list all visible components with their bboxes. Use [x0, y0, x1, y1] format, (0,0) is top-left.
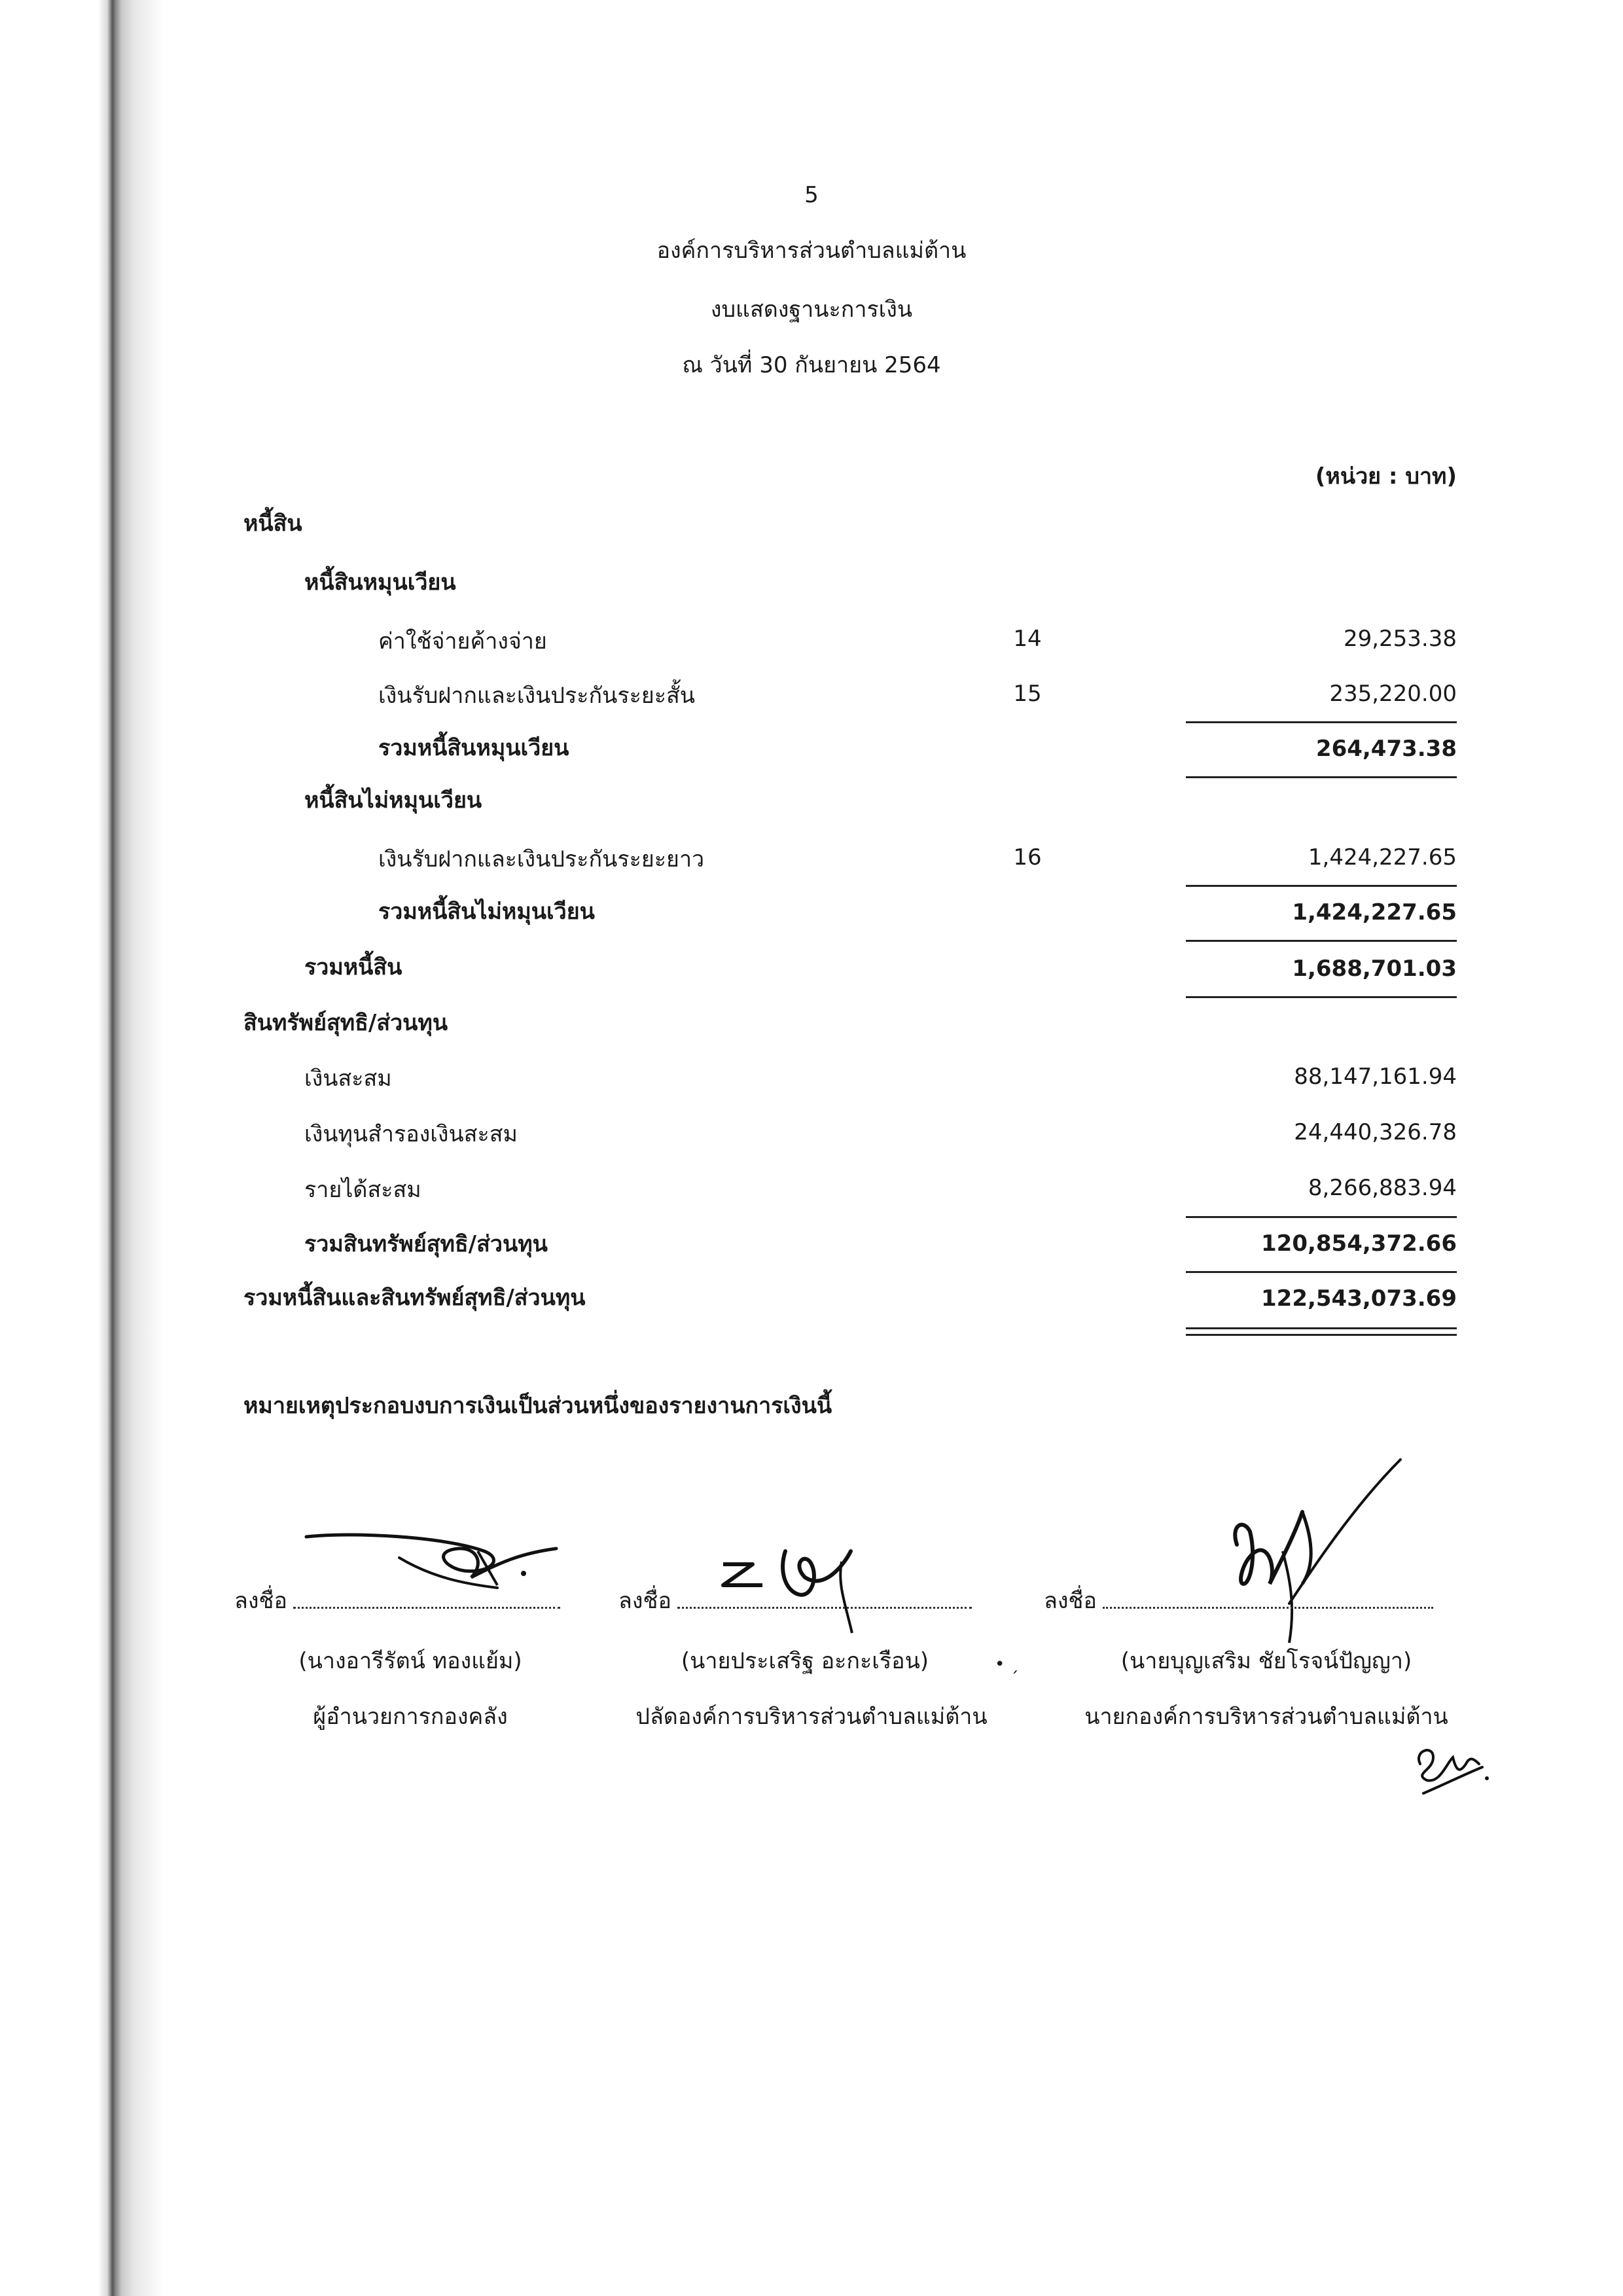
scan-edge-shadow: [98, 0, 164, 2296]
subtotal-rule: [1186, 776, 1457, 778]
subtotal-label: รวมหนี้สินหมุนเวียน: [378, 735, 569, 761]
initials-mark: [1407, 1738, 1492, 1797]
total-rule: [1186, 996, 1457, 998]
line-item-label: เงินสะสม: [304, 1066, 392, 1092]
subtotal-rule: [1186, 1216, 1457, 1218]
total-rule: [1186, 1271, 1457, 1273]
sign-label: ลงชื่อ: [234, 1588, 287, 1614]
line-item-amount: 235,220.00: [1329, 681, 1457, 707]
total-liabilities-label: รวมหนี้สิน: [304, 954, 402, 980]
note-ref: 16: [1013, 844, 1042, 870]
subtotal-rule: [1186, 940, 1457, 942]
signer-position: ปลัดองค์การบริหารส่วนตำบลแม่ต้าน: [635, 1704, 988, 1730]
line-item-label: เงินรับฝากและเงินประกันระยะสั้น: [378, 683, 696, 709]
grand-total-amount: 122,543,073.69: [1261, 1285, 1457, 1312]
sign-label: ลงชื่อ: [1044, 1588, 1097, 1614]
handwritten-signature-3: [1204, 1453, 1414, 1649]
handwritten-signature-1: [301, 1525, 563, 1597]
signer-name: (นางอารีรัตน์ ทองแย้ม): [298, 1648, 522, 1674]
handwritten-signature-2: [713, 1538, 883, 1636]
subtotal-amount: 264,473.38: [1315, 736, 1457, 762]
signer-name: (นายประเสริฐ อะกะเรือน): [681, 1648, 929, 1674]
line-item-amount: 1,424,227.65: [1308, 844, 1457, 870]
line-item-amount: 24,440,326.78: [1294, 1119, 1457, 1145]
signer-position: ผู้อำนวยการกองคลัง: [313, 1704, 508, 1730]
statement-date: ณ วันที่ 30 กันยายน 2564: [682, 352, 941, 378]
signature-line: [677, 1607, 972, 1609]
non-current-liabilities-heading: หนี้สินไม่หมุนเวียน: [304, 787, 482, 814]
equity-heading: สินทรัพย์สุทธิ/ส่วนทุน: [243, 1010, 448, 1036]
note-ref: 14: [1013, 626, 1042, 652]
double-rule-bottom: [1186, 1334, 1457, 1336]
subtotal-amount: 1,424,227.65: [1292, 899, 1457, 925]
signature-line: [293, 1607, 560, 1609]
subtotal-label: รวมหนี้สินไม่หมุนเวียน: [378, 899, 595, 925]
signer-name: (นายบุญเสริม ชัยโรจน์ปัญญา): [1120, 1648, 1412, 1674]
liabilities-heading: หนี้สิน: [243, 511, 302, 537]
footnote: หมายเหตุประกอบงบการเงินเป็นส่วนหนึ่งของรายงานการเงินนี้: [243, 1393, 832, 1419]
line-item-label: เงินทุนสำรองเงินสะสม: [304, 1121, 518, 1147]
line-item-amount: 29,253.38: [1343, 626, 1457, 652]
page-number: 5: [804, 182, 819, 208]
signature-line: [1103, 1607, 1433, 1609]
total-equity-amount: 120,854,372.66: [1261, 1230, 1457, 1257]
grand-total-label: รวมหนี้สินและสินทรัพย์สุทธิ/ส่วนทุน: [243, 1285, 586, 1311]
double-rule-top: [1186, 1327, 1457, 1329]
line-item-amount: 8,266,883.94: [1308, 1175, 1457, 1201]
total-liabilities-amount: 1,688,701.03: [1292, 956, 1457, 982]
sign-label: ลงชื่อ: [618, 1588, 671, 1614]
line-item-label: เงินรับฝากและเงินประกันระยะยาว: [378, 846, 705, 872]
statement-title: งบแสดงฐานะการเงิน: [710, 296, 913, 323]
total-equity-label: รวมสินทรัพย์สุทธิ/ส่วนทุน: [304, 1231, 548, 1257]
line-item-label: ค่าใช้จ่ายค้างจ่าย: [378, 628, 547, 655]
current-liabilities-heading: หนี้สินหมุนเวียน: [304, 569, 456, 596]
organization-name: องค์การบริหารส่วนตำบลแม่ต้าน: [656, 238, 967, 264]
line-item-amount: 88,147,161.94: [1294, 1064, 1457, 1090]
subtotal-rule: [1186, 885, 1457, 887]
signer-position: นายกองค์การบริหารส่วนตำบลแม่ต้าน: [1084, 1704, 1448, 1730]
note-ref: 15: [1013, 681, 1042, 707]
subtotal-rule: [1186, 721, 1457, 723]
stray-mark: • ˏ: [995, 1655, 1019, 1674]
unit-label: (หน่วย : บาท): [1315, 463, 1457, 490]
line-item-label: รายได้สะสม: [304, 1177, 421, 1203]
